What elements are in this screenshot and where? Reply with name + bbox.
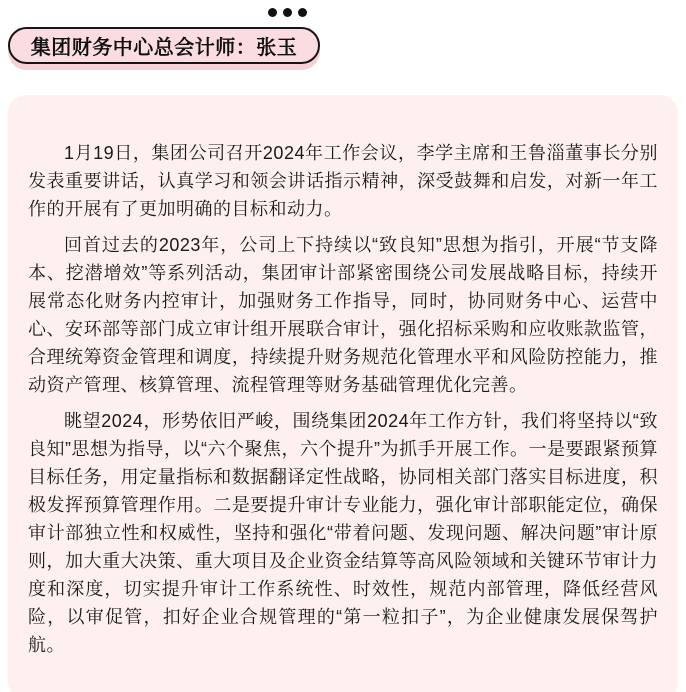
ellipsis-icon	[268, 8, 307, 17]
article-paragraph-2: 回首过去的2023年，公司上下持续以“致良知”思想为指引，开展“节支降本、挖潜增效”等系列活动，集团审计部紧密围绕公司发展战略目标，持续开展常态化财务内控审计，加强财务工作指导，同时，协同财务中心、运营中心、安环部等部门成立审计组开展联合审计，强化招标采购和应收账款监管，合理统筹资金管理和调度，持续提升财务规范化管理水平和风险防控能力，推动资产管理、核算管理、流程管理等财务基础管理优化完善。	[28, 235, 658, 395]
author-badge	[8, 27, 320, 64]
dot	[298, 8, 307, 17]
article-card	[8, 95, 678, 692]
article-paragraph-3: 眺望2024，形势依旧严峻，围绕集团2024年工作方针，我们将坚持以“致良知”思想为指导，以“六个聚焦，六个提升”为抓手开展工作。一是要跟紧预算目标任务，用定量指标和数据翻译定性战略，协同相关部门落实目标进度，积极发挥预算管理作用。二是要提升审计专业能力，强化审计部职能定位，确保审计部独立性和权威性，坚持和强化“带着问题、发现问题、解决问题”审计原则，加大重大决策、重大项目及企业资金结算等高风险领域和关键环节审计力度和深度，切实提升审计工作系统性、时效性，规范内部管理，降低经营风险，以审促管，扣好企业合规管理的“第一粒扣子”，为企业健康发展保驾护航。	[28, 411, 658, 655]
author-badge-label: 集团财务中心总会计师：张玉	[30, 37, 298, 59]
dot	[283, 8, 292, 17]
article-paragraph-1: 1月19日，集团公司召开2024年工作会议，李学主席和王鲁淄董事长分别发表重要讲话，认真学习和领会讲话指示精神，深受鼓舞和启发，对新一年工作的开展有了更加明确的目标和动力。	[28, 143, 658, 219]
dot	[268, 8, 277, 17]
